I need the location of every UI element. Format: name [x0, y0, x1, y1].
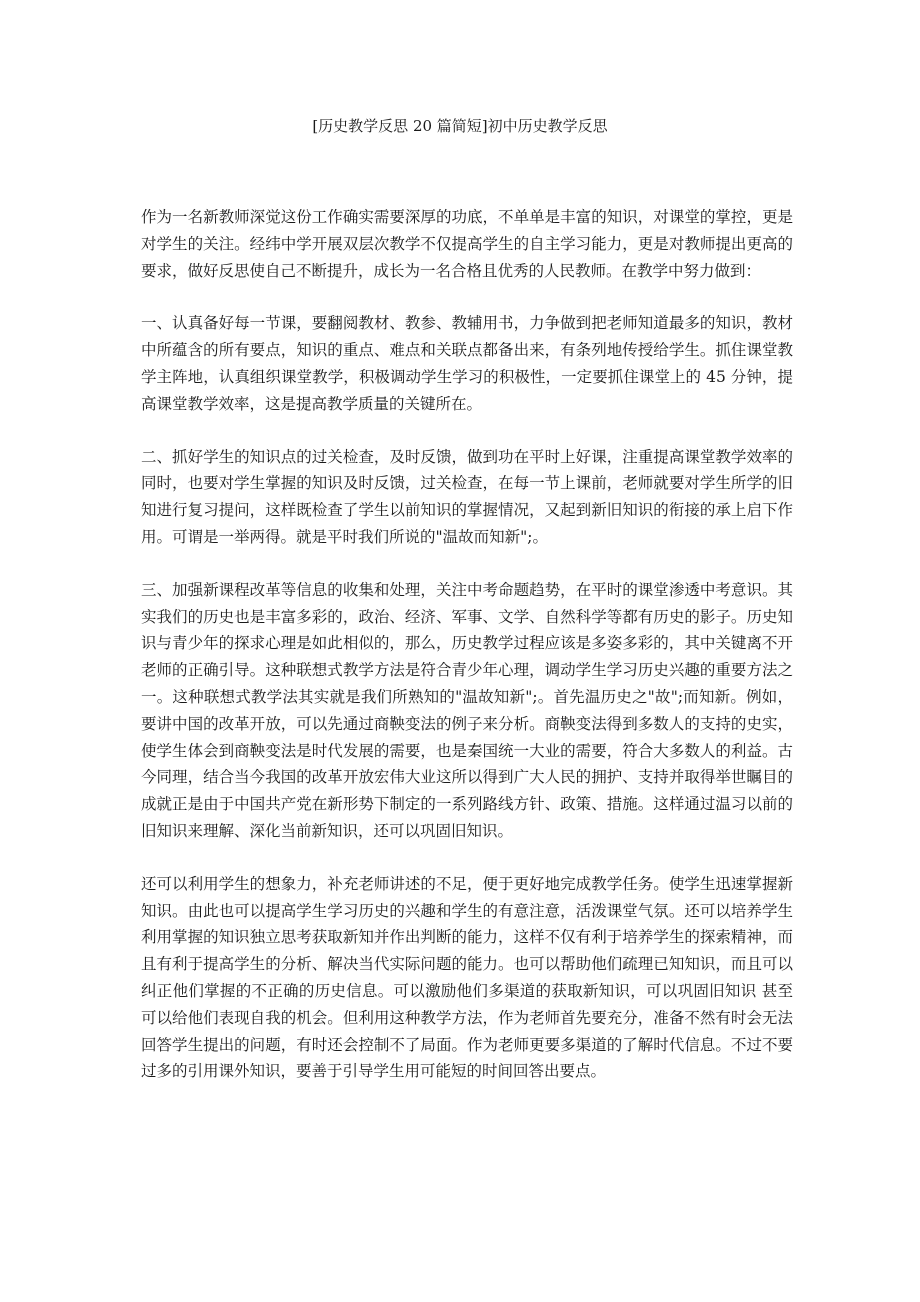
document-body	[141, 204, 793, 1111]
paragraph-point-1: 一、认真备好每一节课，要翻阅教材、教参、教辅用书，力争做到把老师知道最多的知识，教材中所蕴含的所有要点，知识的重点、难点和关联点都备出来，有条列地传授给学生。抓住课堂教学主阵地，认真组织课堂教学，积极调动学生学习的积极性，一定要抓住课堂上的 45 分钟，提高课堂教学效率，这是提高教学质量的关键所在。	[141, 314, 793, 413]
paragraph-intro: 作为一名新教师深觉这份工作确实需要深厚的功底，不单单是丰富的知识，对课堂的掌控，更是对学生的关注。经纬中学开展双层次教学不仅提高学生的自主学习能力，更是对教师提出更高的要求，做好反思使自己不断提升，成长为一名合格且优秀的人民教师。在教学中努力做到：	[141, 208, 793, 280]
document-title: [历史教学反思 20 篇简短]初中历史教学反思	[312, 117, 608, 135]
paragraph-point-2: 二、抓好学生的知识点的过关检查，及时反馈，做到功在平时上好课，注重提高课堂教学效率的同时，也要对学生掌握的知识及时反馈，过关检查，在每一节上课前，老师就要对学生所学的旧知进行复习提问，这样既检查了学生以前知识的掌握情况，又起到新旧知识的衔接的承上启下作用。可谓是一举两得。就是平时我们所说的"温故而知新";。	[141, 447, 793, 546]
paragraph-conclusion: 还可以利用学生的想象力，补充老师讲述的不足，便于更好地完成教学任务。使学生迅速掌握新知识。由此也可以提高学生学习历史的兴趣和学生的有意注意，活泼课堂气氛。还可以培养学生利用掌握的知识独立思考获取新知并作出判断的能力，这样不仅有利于培养学生的探索精神，而且有利于提高学生的分析、解决当代实际问题的能力。也可以帮助他们疏理已知知识，而且可以纠正他们掌握的不正确的历史信息。可以激励他们多渠道的获取新知识，可以巩固旧知识 甚至可以给他们表现自我的机会。但利用这种教学方法，作为老师首先要充分，准备不然有时会无法回答学生提出的问题，有时还会控制不了局面。作为老师更要多渠道的了解时代信息。不过不要过多的引用课外知识，要善于引导学生用可能短的时间回答出要点。	[141, 874, 793, 1081]
paragraph-point-3: 三、加强新课程改革等信息的收集和处理，关注中考命题趋势，在平时的课堂渗透中考意识。其实我们的历史也是丰富多彩的，政治、经济、军事、文学、自然科学等都有历史的影子。历史知识与青少年的探求心理是如此相似的，那么，历史教学过程应该是多姿多彩的，其中关键离不开老师的正确引导。这种联想式教学方法是符合青少年心理，调动学生学习历史兴趣的重要方法之一。这种联想式教学法其实就是我们所熟知的"温故知新";。首先温历史之"故";而知新。例如，要讲中国的改革开放，可以先通过商鞅变法的例子来分析。商鞅变法得到多数人的支持的史实，使学生体会到商鞅变法是时代发展的需要，也是秦国统一大业的需要，符合大多数人的利益。古今同理，结合当今我国的改革开放宏伟大业这所以得到广大人民的拥护、支持并取得举世瞩目的成就正是由于中国共产党在新形势下制定的一系列路线方针、政策、措施。这样通过温习以前的旧知识来理解、深化当前新知识，还可以巩固旧知识。	[141, 580, 793, 840]
